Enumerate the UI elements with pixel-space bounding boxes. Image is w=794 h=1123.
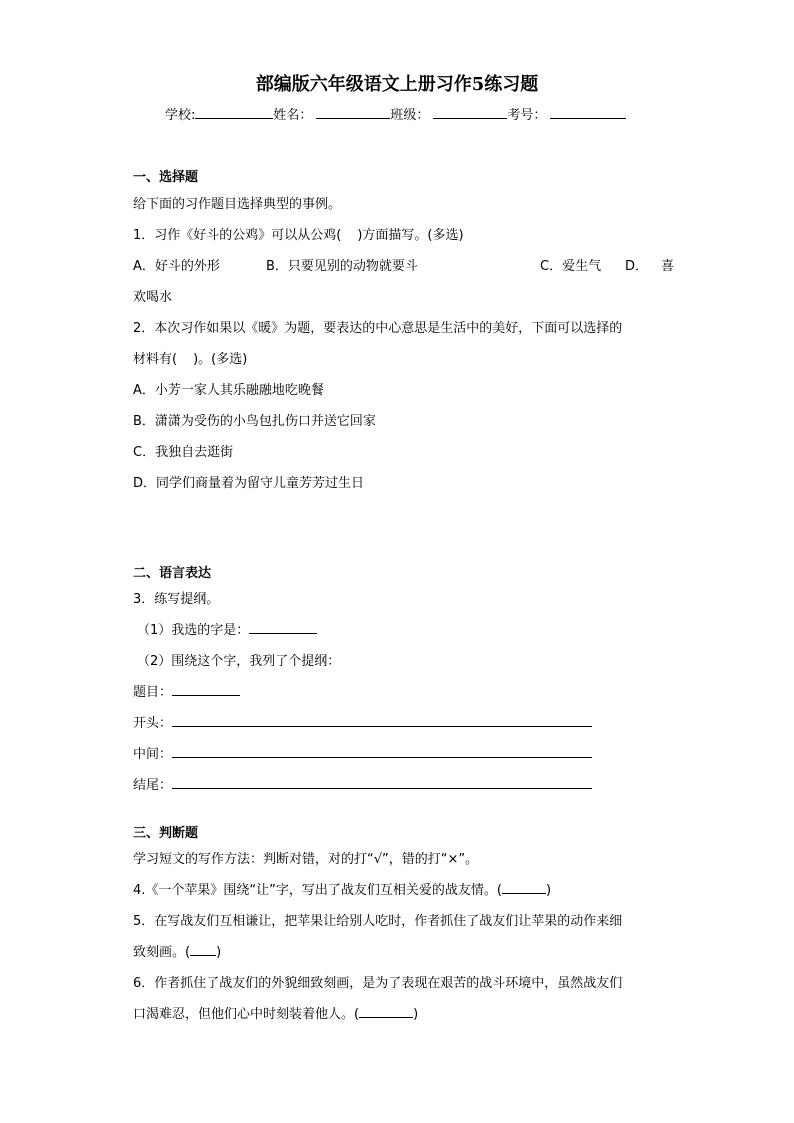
outline-end-blank[interactable] bbox=[172, 776, 592, 789]
q1-stem-start: 1．习作《好斗的公鸡》可以从公鸡( bbox=[133, 228, 342, 243]
section-3-intro: 学习短文的写作方法：判断对错，对的打“√”，错的打“×”。 bbox=[133, 852, 479, 867]
question-1-stem bbox=[133, 224, 464, 243]
name-blank[interactable] bbox=[316, 105, 390, 119]
q6-close-paren: ) bbox=[413, 1007, 419, 1022]
q1-option-a: A．好斗的外形 bbox=[133, 259, 220, 274]
q5-answer-blank[interactable] bbox=[190, 943, 216, 956]
q2-option-d: D．同学们商量着为留守儿童芳芳过生日 bbox=[133, 476, 365, 491]
section-3-heading: 三、判断题 bbox=[133, 826, 199, 841]
student-info-row bbox=[165, 104, 626, 123]
question-5-line1: 5．在写战友们互相谦让，把苹果让给别人吃时，作者抓住了战友们让苹果的动作来细 bbox=[133, 914, 623, 929]
chosen-character-blank[interactable] bbox=[249, 621, 317, 634]
q1-option-d-continued: 欢喝水 bbox=[133, 290, 173, 305]
q3-part-1-label: （1）我选的字是： bbox=[137, 623, 250, 638]
q4-answer-blank[interactable] bbox=[502, 881, 546, 894]
section-1-heading: 一、选择题 bbox=[133, 170, 199, 185]
outline-middle-label: 中间： bbox=[133, 747, 173, 762]
q1-option-d-label: D． bbox=[625, 259, 649, 274]
outline-topic bbox=[133, 681, 240, 700]
school-label: 学校: bbox=[165, 108, 196, 123]
outline-end-label: 结尾： bbox=[133, 778, 173, 793]
q5-text-end: 致刻画。( bbox=[133, 945, 191, 960]
q4-close-paren: ) bbox=[545, 883, 552, 898]
section-2-heading: 二、语言表达 bbox=[133, 566, 212, 581]
section-1-intro: 给下面的习作题目选择典型的事例。 bbox=[133, 197, 342, 212]
question-4 bbox=[133, 879, 551, 898]
question-2-stem-line1: 2．本次习作如果以《暖》为题，要表达的中心意思是生活中的美好，下面可以选择的 bbox=[133, 321, 623, 336]
outline-topic-label: 题目： bbox=[133, 685, 173, 700]
q2-stem-start: 材料有( bbox=[133, 352, 178, 367]
question-6-line1: 6．作者抓住了战友们的外貌细致刻画，是为了表现在艰苦的战斗环境中，虽然战友们 bbox=[133, 976, 623, 991]
outline-middle bbox=[133, 743, 592, 762]
name-label: 姓名： bbox=[273, 108, 313, 123]
question-3-stem: 3．练写提纲。 bbox=[133, 592, 220, 607]
q3-part-2: （2）围绕这个字，我列了个提纲： bbox=[137, 654, 341, 669]
page-title: 部编版六年级语文上册习作5练习题 bbox=[255, 74, 539, 95]
outline-start bbox=[133, 712, 592, 731]
q2-option-b: B．潇潇为受伤的小鸟包扎伤口并送它回家 bbox=[133, 414, 376, 429]
school-blank[interactable] bbox=[195, 105, 273, 119]
question-6-line2 bbox=[133, 1003, 418, 1022]
q2-stem-end: )。(多选) bbox=[193, 352, 248, 367]
outline-middle-blank[interactable] bbox=[172, 745, 592, 758]
q2-option-c: C．我独自去逛街 bbox=[133, 445, 234, 460]
q1-stem-end: )方面描写。(多选) bbox=[357, 228, 464, 243]
q1-option-d-text: 喜 bbox=[661, 259, 675, 274]
outline-start-label: 开头： bbox=[133, 716, 173, 731]
q6-answer-blank[interactable] bbox=[359, 1005, 413, 1018]
class-blank[interactable] bbox=[433, 105, 507, 119]
exam-no-blank[interactable] bbox=[550, 105, 626, 119]
class-label: 班级： bbox=[390, 108, 430, 123]
q1-option-c: C．爱生气 bbox=[540, 259, 602, 274]
exam-no-label: 考号： bbox=[507, 108, 547, 123]
question-5-line2 bbox=[133, 941, 221, 960]
outline-start-blank[interactable] bbox=[172, 714, 592, 727]
q3-part-1 bbox=[137, 619, 317, 638]
outline-topic-blank[interactable] bbox=[172, 683, 240, 696]
q5-close-paren: ) bbox=[216, 945, 222, 960]
q6-text-end: 口渴难忍，但他们心中时刻装着他人。( bbox=[133, 1007, 360, 1022]
question-2-stem-line2 bbox=[133, 348, 247, 367]
q2-option-a: A．小芳一家人其乐融融地吃晚餐 bbox=[133, 383, 324, 398]
q4-text: 4.《一个苹果》围绕“让”字，写出了战友们互相关爱的战友情。( bbox=[133, 883, 502, 898]
outline-end bbox=[133, 774, 592, 793]
q1-option-b: B．只要见别的动物就要斗 bbox=[266, 259, 418, 274]
